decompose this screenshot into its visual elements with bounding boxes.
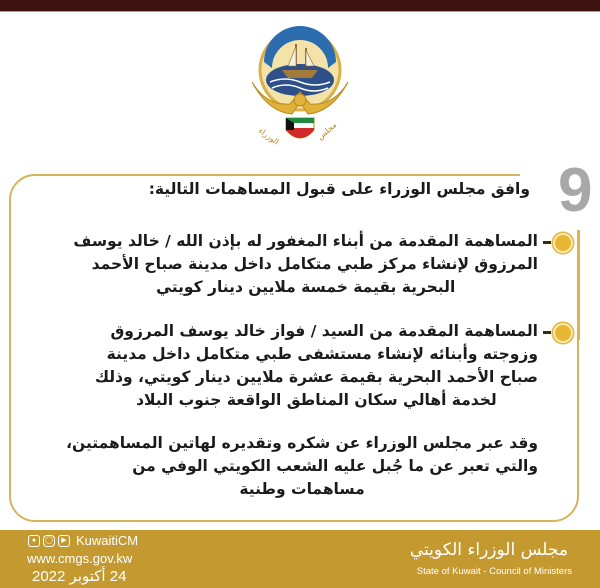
- svg-text:مجلس: مجلس: [315, 120, 339, 142]
- top-bar: [0, 0, 600, 12]
- dash-icon: [543, 241, 551, 244]
- closing-line: وقد عبر مجلس الوزراء عن شكره وتقديره لهاتين المساهمتين،: [66, 434, 538, 452]
- date: 24 أكتوبر 2022: [32, 568, 127, 585]
- closing-paragraph: [66, 432, 538, 501]
- social-links: [28, 533, 138, 548]
- closing-line: والتي تعبر عن ما جُبل عليه الشعب الكويتي الوفي من: [132, 457, 538, 475]
- contribution-2-line: المساهمة المقدمة من السيد / فواز خالد يوسف المرزوق: [110, 322, 538, 340]
- dash-icon: [543, 331, 551, 334]
- timeline-line: [578, 230, 580, 340]
- contribution-2: [95, 320, 538, 412]
- closing-line: مساهمات وطنية: [239, 480, 365, 498]
- contribution-1-line: المساهمة المقدمة من أبناء المغفور له بإذن الله / خالد يوسف: [73, 232, 538, 250]
- twitter-icon[interactable]: ●: [28, 535, 40, 547]
- item-number: 9: [558, 156, 593, 225]
- org-name-english: State of Kuwait - Council of Ministers: [416, 566, 572, 577]
- social-handle[interactable]: KuwaitiCM: [76, 533, 139, 548]
- contribution-2-line: لخدمة أهالي سكان المناطق الواقعة جنوب البلاد: [136, 391, 497, 409]
- website-link[interactable]: www.cmgs.gov.kw: [27, 551, 133, 566]
- contribution-1-line: المرزوق لإنشاء مركز طبي متكامل داخل مدينة صباح الأحمد: [91, 255, 538, 273]
- contribution-2-line: وزوجته وأبنائه لإنشاء مستشفى طبي متكامل داخل مدينة: [106, 345, 538, 363]
- contribution-1-line: البحرية بقيمة خمسة ملايين دينار كويتي: [156, 278, 456, 296]
- instagram-icon[interactable]: ◯: [43, 535, 55, 547]
- contribution-2-line: صباح الأحمد البحرية بقيمة عشرة ملايين دينار كويتي، وذلك: [94, 368, 538, 386]
- heading: وافق مجلس الوزراء على قبول المساهمات التالية:: [148, 180, 530, 198]
- svg-text:الوزراء: الوزراء: [256, 126, 281, 147]
- contribution-1: [73, 230, 538, 299]
- org-name-arabic: مجلس الوزراء الكويتي: [409, 540, 568, 560]
- kuwait-emblem-logo: [248, 22, 352, 148]
- bullet-icon: [553, 323, 573, 343]
- youtube-icon[interactable]: ▶: [58, 535, 70, 547]
- bullet-icon: [553, 233, 573, 253]
